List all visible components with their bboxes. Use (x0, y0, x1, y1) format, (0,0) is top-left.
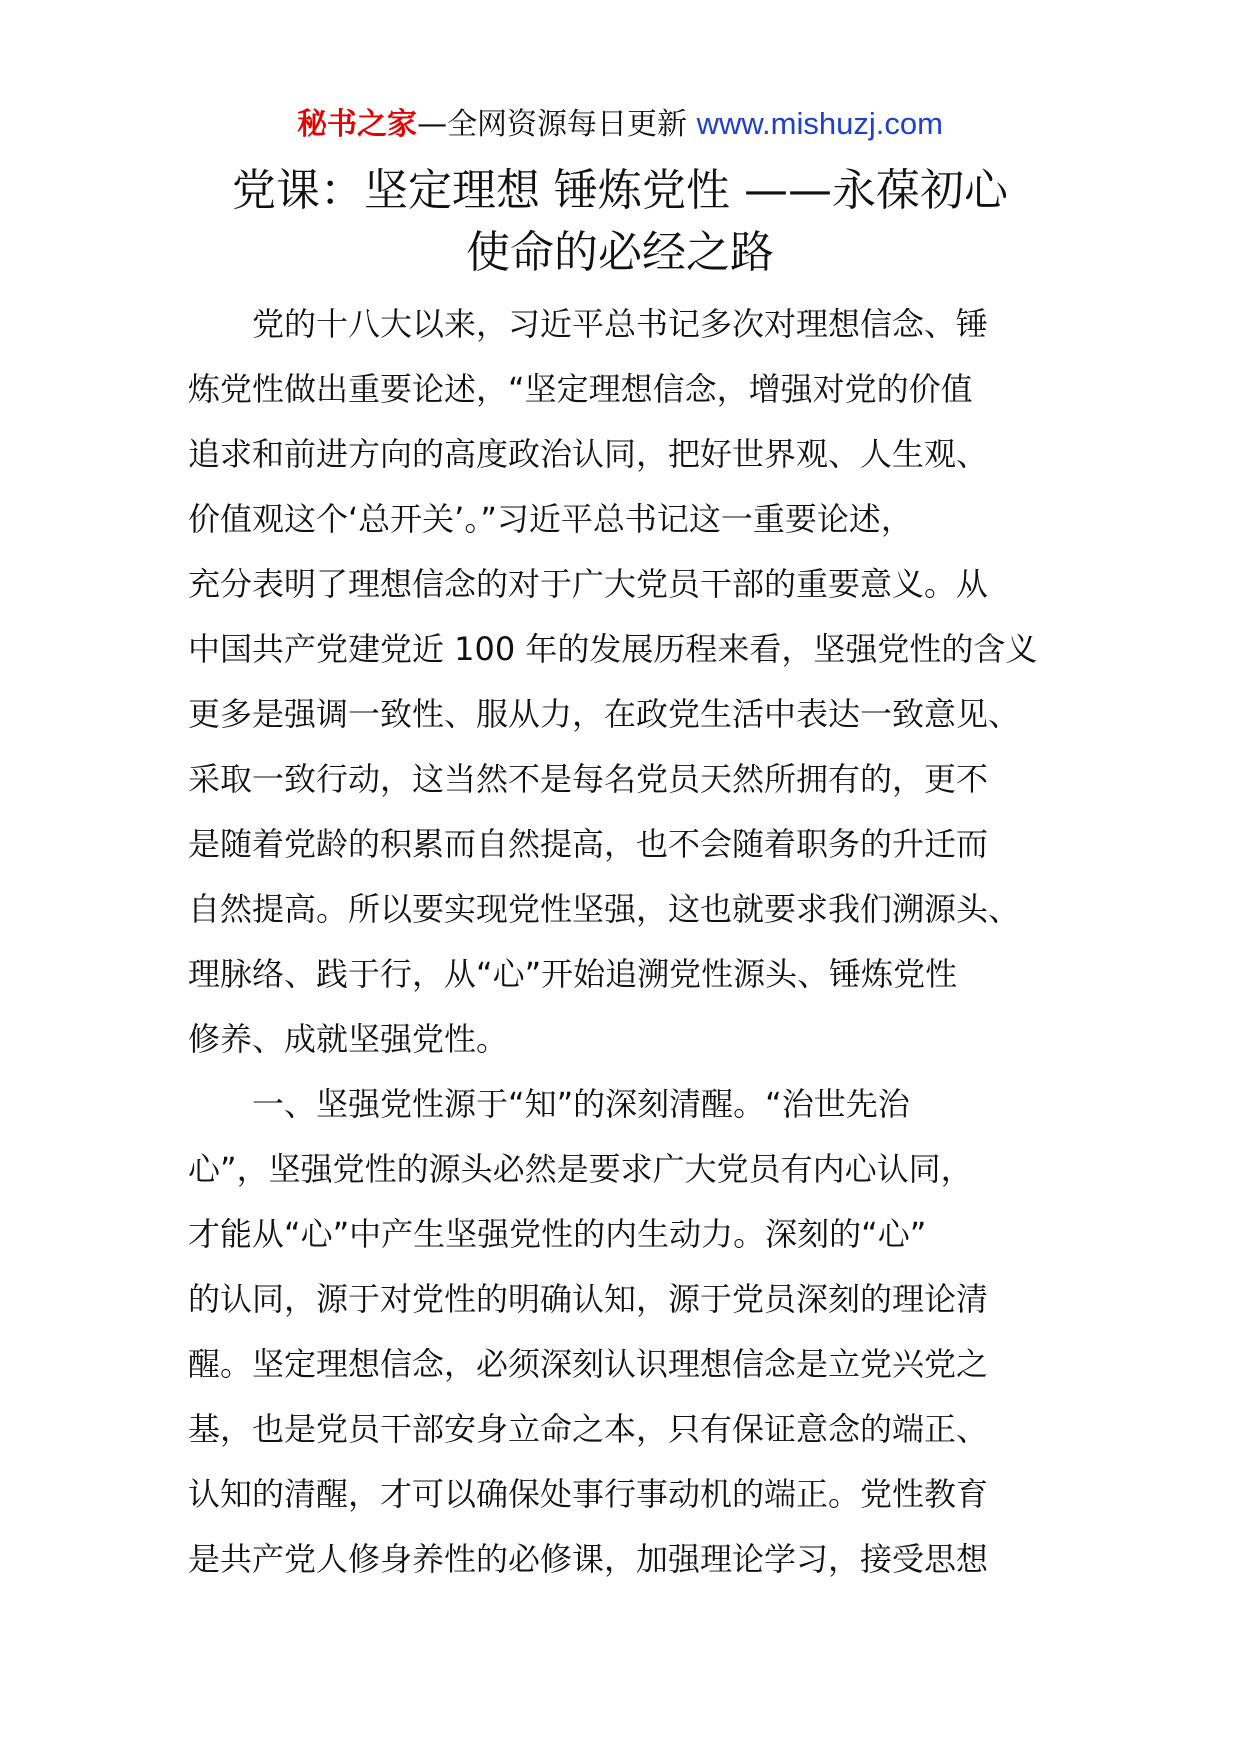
text-line: 基，也是党员干部安身立命之本，只有保证意念的端正、 (188, 1410, 989, 1448)
header-tagline: —全网资源每日更新 (417, 107, 688, 142)
text-line: 是随着党龄的积累而自然提高，也不会随着职务的升迁而 (188, 825, 989, 863)
text-line: 采取一致行动，这当然不是每名党员天然所拥有的，更不 (188, 760, 989, 798)
text-line: 理脉络、践于行，从“心”开始追溯党性源头、锤炼党性 (188, 955, 958, 993)
text-line: 自然提高。所以要实现党性坚强，这也就要求我们溯源头、 (188, 890, 1021, 928)
paragraph-section-1 (188, 1072, 1068, 1592)
text-line: 更多是强调一致性、服从力，在政党生活中表达一致意见、 (188, 695, 1021, 733)
text-line: 才能从“心”中产生坚强党性的内生动力。深刻的“心” (188, 1215, 927, 1253)
paragraph-intro (188, 292, 1068, 1072)
document-body (188, 292, 1068, 1592)
text-line: 追求和前进方向的高度政治认同，把好世界观、人生观、 (188, 435, 989, 473)
text-line: 党的十八大以来，习近平总书记多次对理想信念、锤 (188, 305, 989, 343)
text-line: 价值观这个‘总开关’。”习近平总书记这一重要论述， (188, 500, 913, 538)
document-title (150, 160, 1090, 284)
text-line: 的认同，源于对党性的明确认知，源于党员深刻的理论清 (188, 1280, 989, 1318)
title-line-2: 使命的必经之路 (466, 227, 774, 278)
text-line: 修养、成就坚强党性。 (188, 1020, 509, 1058)
site-url-link[interactable]: www.mishuzj.com (696, 106, 943, 141)
text-line: 一、坚强党性源于“知”的深刻清醒。“治世先治 (188, 1085, 910, 1123)
text-line: 充分表明了理想信念的对于广大党员干部的重要意义。从 (188, 565, 989, 603)
text-line: 认知的清醒，才可以确保处事行事动机的端正。党性教育 (188, 1475, 989, 1513)
site-header (0, 104, 1240, 145)
text-line: 炼党性做出重要论述，“坚定理想信念，增强对党的价值 (188, 370, 973, 408)
brand-name: 秘书之家 (297, 107, 418, 142)
title-line-1: 党课：坚定理想 锤炼党性 ——永葆初心 (232, 165, 1008, 216)
text-line: 醒。坚定理想信念，必须深刻认识理想信念是立党兴党之 (188, 1345, 989, 1383)
text-line: 中国共产党建党近 100 年的发展历程来看，坚强党性的含义 (188, 630, 1038, 668)
text-line: 是共产党人修身养性的必修课，加强理论学习，接受思想 (188, 1540, 989, 1578)
text-line: 心”，坚强党性的源头必然是要求广大党员有内心认同， (188, 1150, 973, 1188)
